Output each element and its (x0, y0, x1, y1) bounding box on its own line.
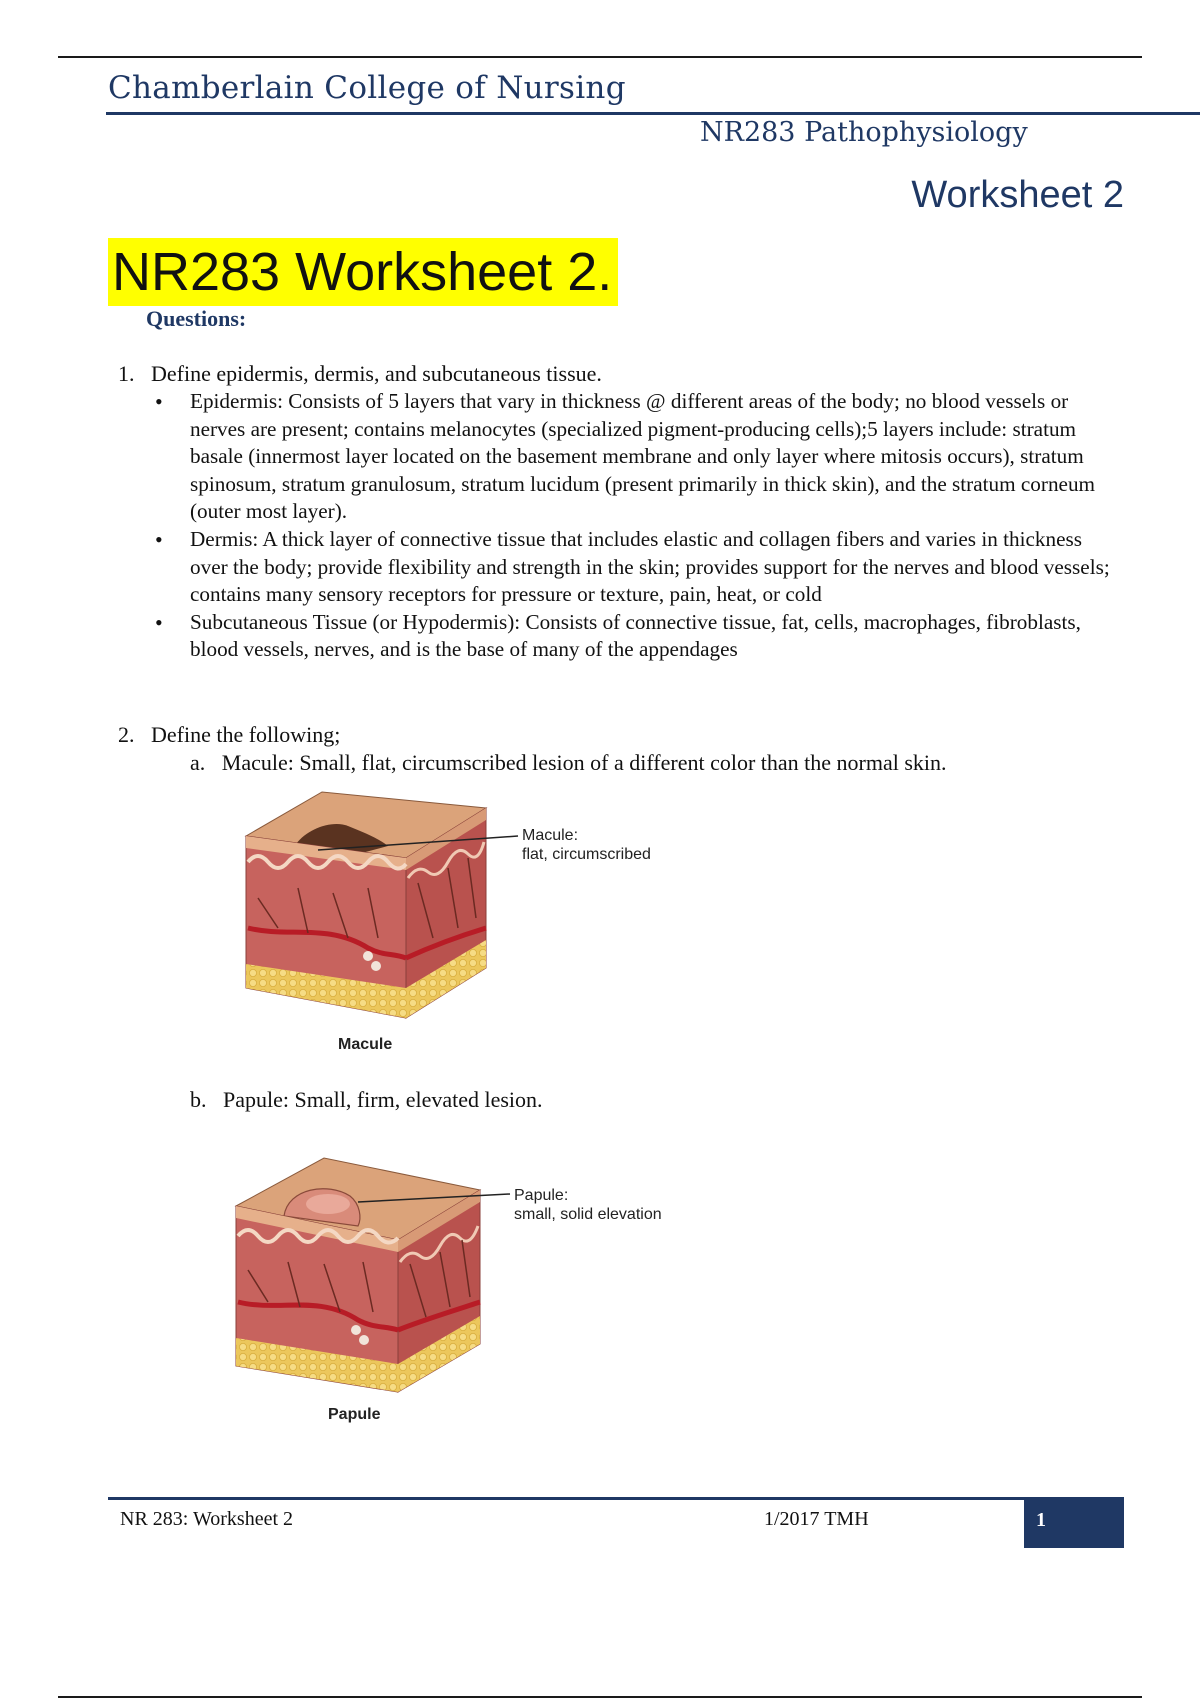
bottom-rule (58, 1696, 1142, 1698)
papule-label-title: Papule: (514, 1187, 569, 1204)
question-number: 1. (118, 361, 135, 386)
item-papule (190, 1087, 543, 1113)
papule-figure (228, 1152, 688, 1432)
worksheet-label: Worksheet 2 (911, 174, 1124, 216)
papule-label-desc: small, solid elevation (514, 1206, 662, 1223)
header-rule (106, 112, 1200, 115)
question-2 (118, 722, 340, 748)
item-macule (190, 750, 947, 776)
item-text: Papule: Small, firm, elevated lesion. (223, 1087, 543, 1112)
college-name: Chamberlain College of Nursing (108, 70, 626, 106)
page-number: 1 (1036, 1509, 1046, 1531)
top-rule (58, 56, 1142, 58)
bullet-dermis: • Dermis: A thick layer of connective tissue that includes elastic and collagen fibers and varies in thickness over the body; provide flexibility and strength in the skin; provides support for the nerves and blood vessels; contains many sensory receptors for pressure or texture, pain, heat, or cold (150, 526, 1120, 609)
item-letter: a. (190, 750, 206, 775)
footer-date: 1/2017 TMH (764, 1508, 869, 1530)
page-title: NR283 Worksheet 2. (108, 238, 618, 306)
footer-left: NR 283: Worksheet 2 (120, 1508, 294, 1530)
question-text: Define epidermis, dermis, and subcutaneous tissue. (151, 361, 602, 386)
macule-figure-label (522, 826, 651, 864)
question-number: 2. (118, 722, 135, 747)
papule-figure-label (514, 1186, 662, 1224)
footer-rule (108, 1497, 1124, 1500)
questions-heading: Questions: (146, 306, 247, 331)
macule-figure (238, 788, 678, 1058)
papule-caption: Papule (328, 1406, 381, 1423)
macule-caption: Macule (338, 1036, 393, 1053)
bullet-subcutaneous: • Subcutaneous Tissue (or Hypodermis): Consists of connective tissue, fat, cells, macrophages, fibroblasts, blood vessels, nerves, and is the base of many of the appendages (150, 609, 1120, 664)
question-1-bullets (150, 388, 1120, 664)
macule-label-desc: flat, circumscribed (522, 846, 651, 863)
item-letter: b. (190, 1087, 207, 1112)
question-text: Define the following; (151, 722, 341, 747)
bullet-epidermis: • Epidermis: Consists of 5 layers that vary in thickness @ different areas of the body; no blood vessels or nerves are present; contains melanocytes (specialized pigment-producing cells);5 layers include: stratum basale (innermost layer located on the basement membrane and only layer where mitosis occurs), stratum spinosum, stratum granulosum, stratum lucidum (present primarily in thick skin), and the stratum corneum (outer most layer). (150, 388, 1120, 526)
question-1 (118, 361, 602, 387)
item-text: Macule: Small, flat, circumscribed lesion of a different color than the normal skin. (221, 750, 947, 775)
macule-label-title: Macule: (522, 827, 579, 844)
course-name: NR283 Pathophysiology (700, 117, 1028, 148)
page-number-box (1024, 1500, 1124, 1548)
